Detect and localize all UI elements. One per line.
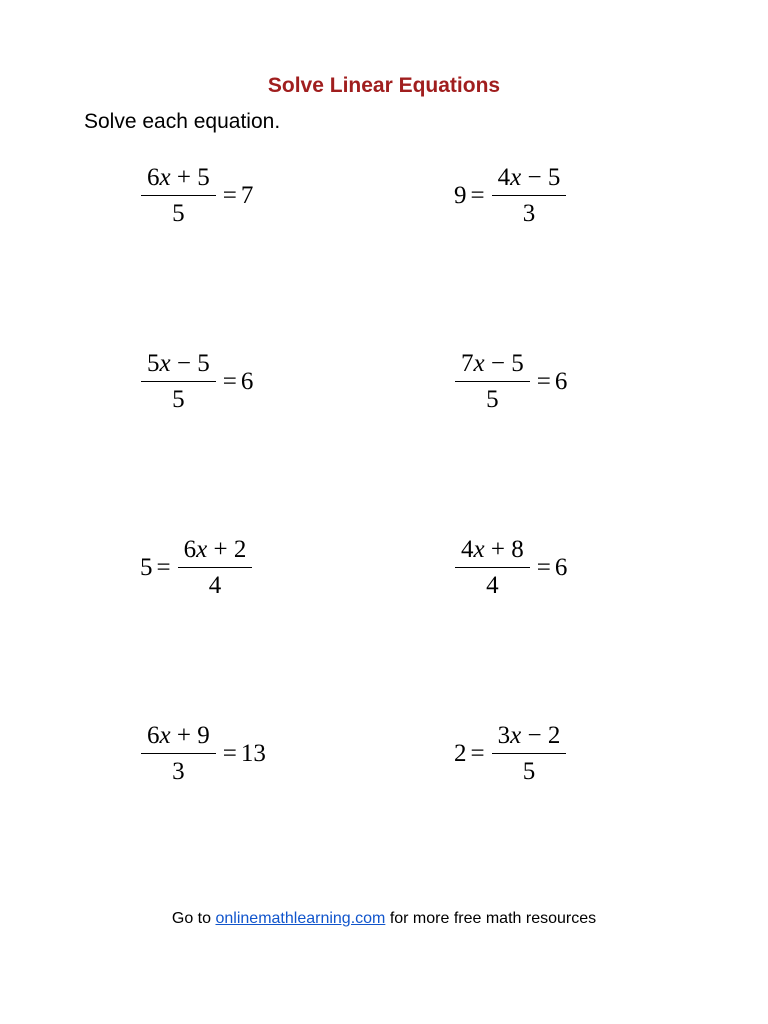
variable-x: x [510,164,522,191]
equation-4 [452,350,567,414]
numerator: 4x − 5 [492,164,567,196]
equals-sign: = [470,740,485,767]
denominator: 4 [208,572,222,599]
variable-x: x [159,722,171,749]
footer-prefix: Go to [171,910,212,927]
equation-8 [454,722,569,786]
website-link[interactable]: onlinemathlearning.com [215,910,386,927]
numerator: 7x − 5 [455,350,530,382]
equation-2 [454,164,569,228]
right-hand-side: 6 [554,368,568,395]
left-hand-side: 2 [454,740,467,767]
variable-x: x [159,164,171,191]
equals-sign: = [156,554,171,581]
fraction [178,536,253,600]
equals-sign: = [536,368,551,395]
denominator: 5 [486,386,499,413]
equals-sign: = [222,182,237,209]
right-hand-side: 7 [240,182,254,209]
denominator: 5 [522,758,536,785]
denominator: 5 [172,200,185,227]
fraction [492,722,567,786]
numerator: 3x − 2 [492,722,567,754]
denominator: 4 [486,572,499,599]
fraction [141,350,216,414]
numerator: 5x − 5 [141,350,216,382]
page-title: Solve Linear Equations [267,74,501,97]
equals-sign: = [222,740,237,767]
denominator: 5 [172,386,185,413]
variable-x: x [510,722,522,749]
fraction [141,164,216,228]
variable-x: x [196,536,208,563]
equation-6 [452,536,567,600]
numerator: 6x + 2 [178,536,253,568]
numerator: 6x + 9 [141,722,216,754]
equation-5 [140,536,255,600]
right-hand-side: 13 [240,740,266,767]
fraction [492,164,567,228]
fraction [455,536,530,600]
numerator: 6x + 5 [141,164,216,196]
left-hand-side: 5 [140,554,153,581]
variable-x: x [159,350,171,377]
equals-sign: = [470,182,485,209]
equals-sign: = [536,554,551,581]
left-hand-side: 9 [454,182,467,209]
footer-suffix: for more free math resources [389,910,597,927]
variable-x: x [473,536,485,563]
footer [0,910,768,928]
right-hand-side: 6 [554,554,568,581]
variable-x: x [473,350,485,377]
fraction [141,722,216,786]
numerator: 4x + 8 [455,536,530,568]
fraction [455,350,530,414]
denominator: 3 [522,200,536,227]
equation-7 [138,722,266,786]
equation-1 [138,164,253,228]
right-hand-side: 6 [240,368,254,395]
instructions-text: Solve each equation. [84,110,281,133]
equation-3 [138,350,253,414]
denominator: 3 [172,758,185,785]
equals-sign: = [222,368,237,395]
